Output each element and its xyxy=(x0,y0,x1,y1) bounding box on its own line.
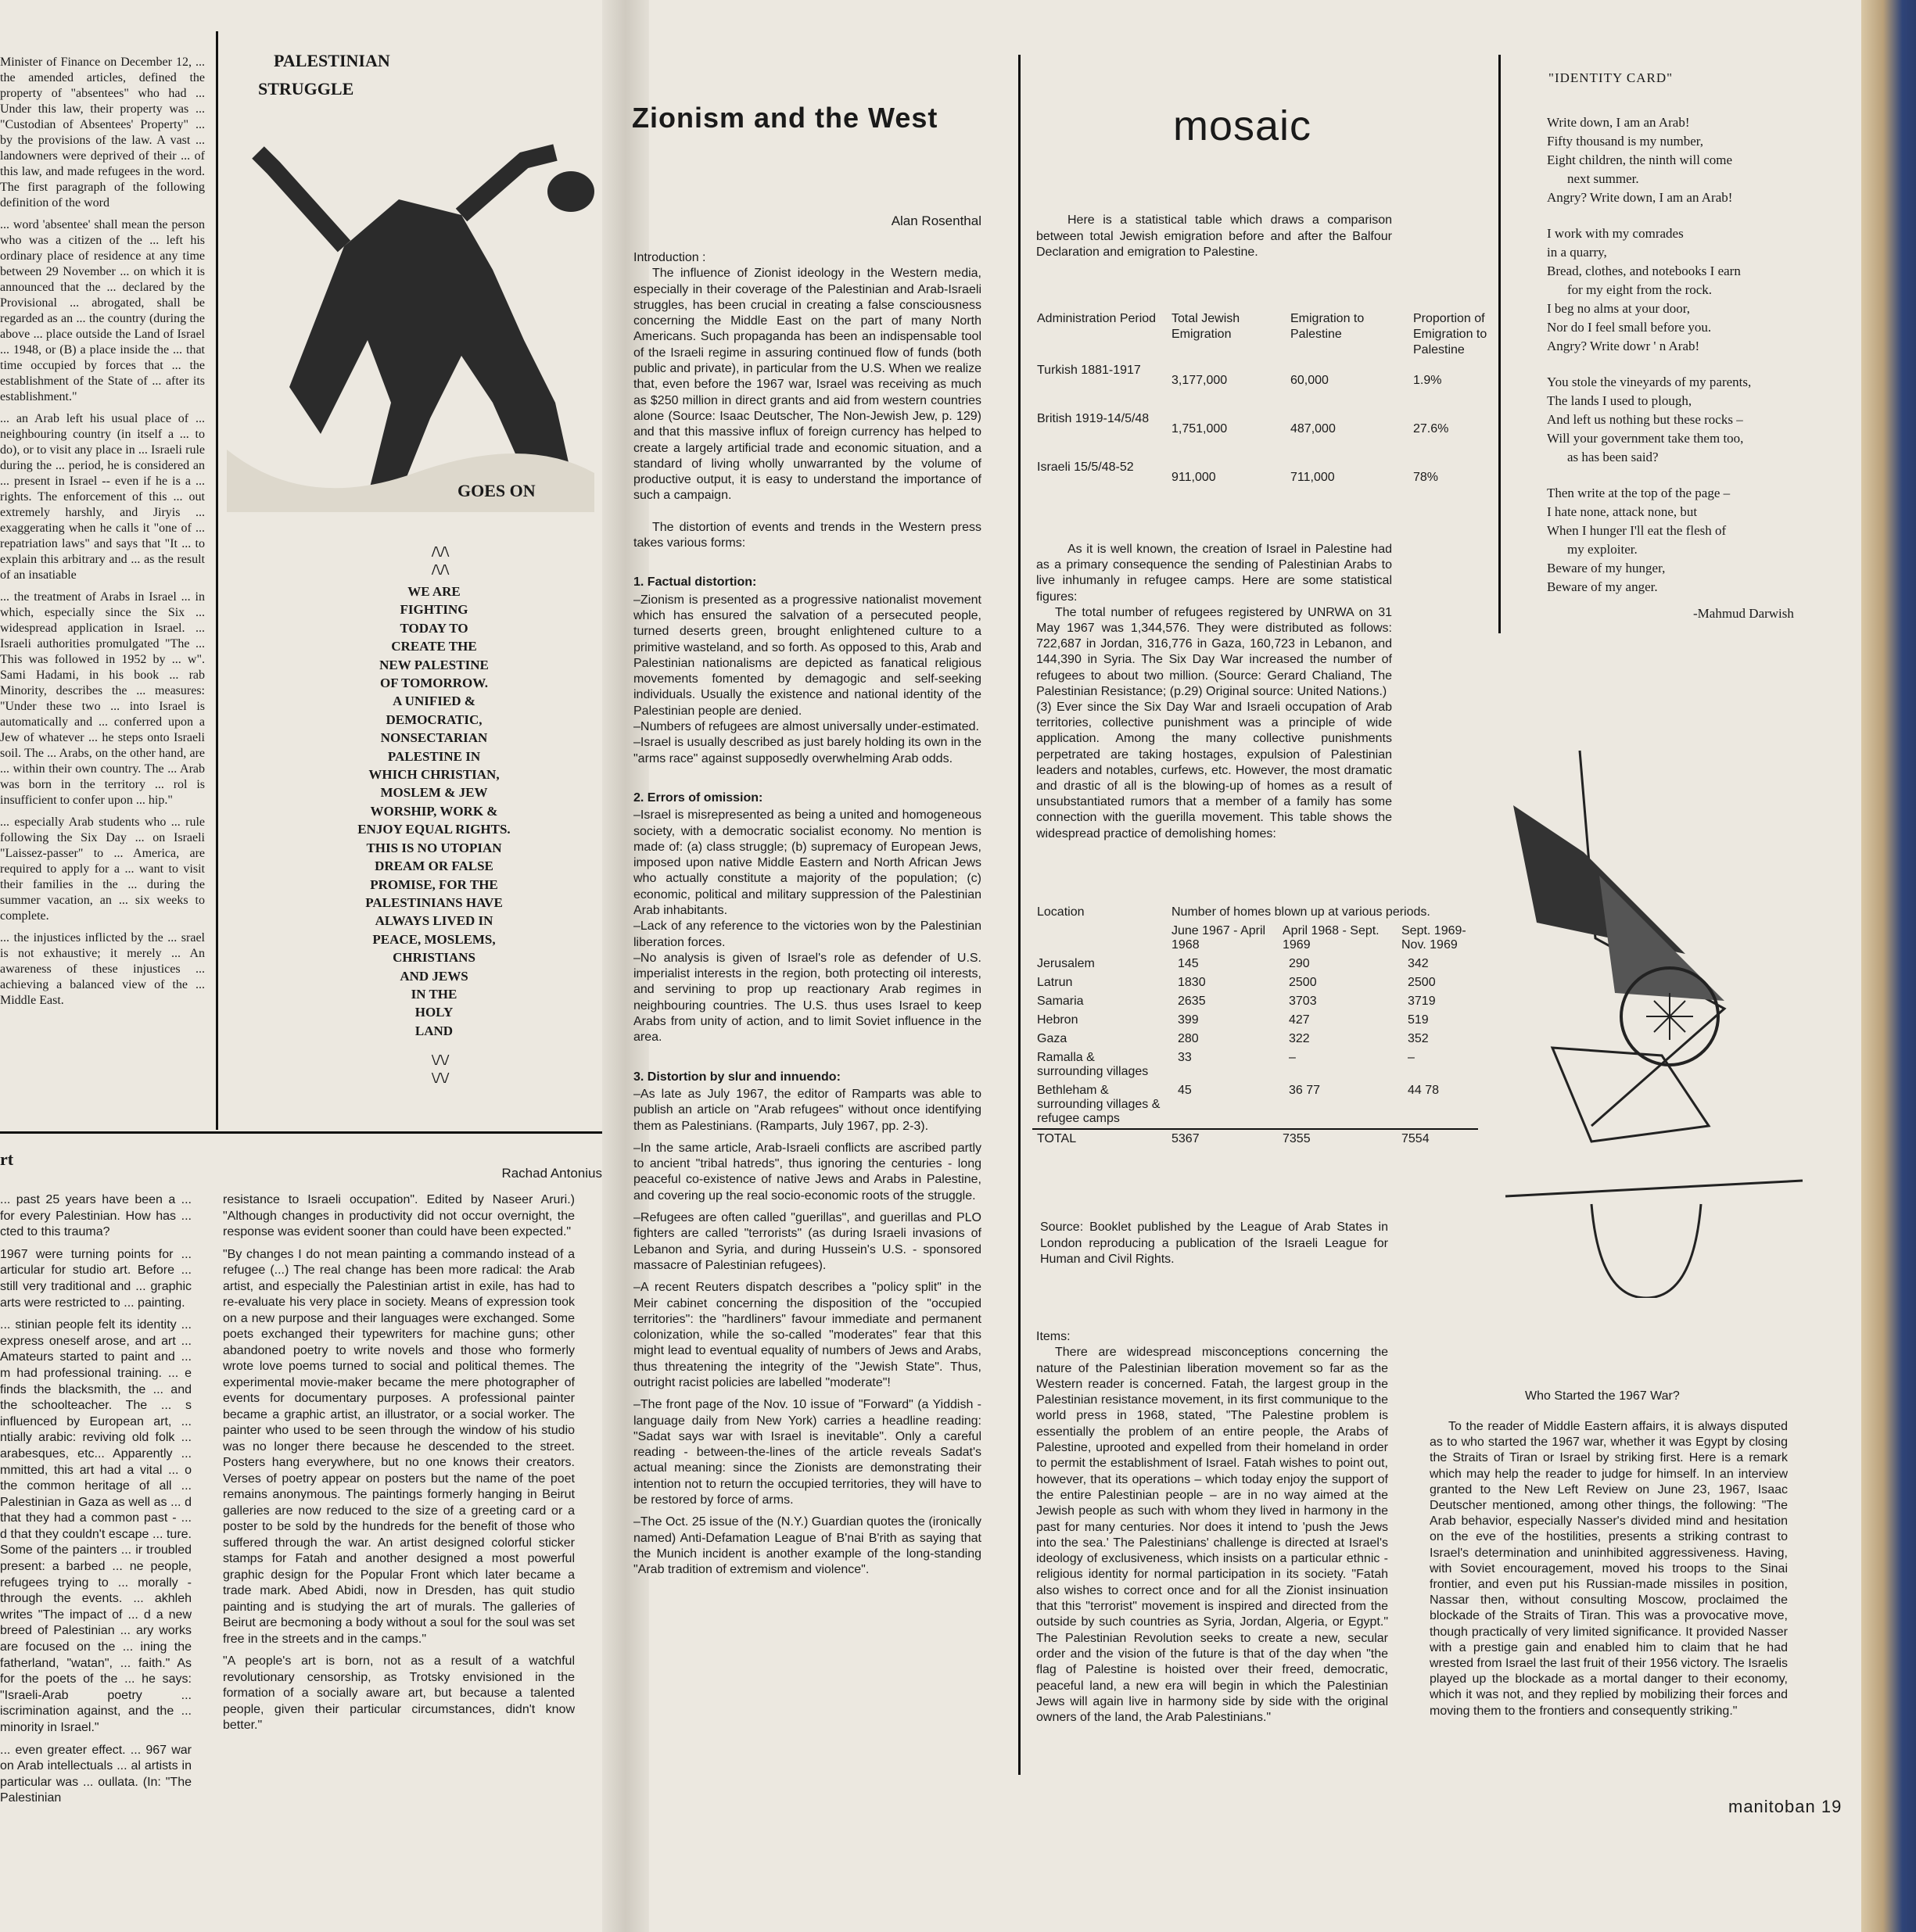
poster-line: MOSLEM & JEW xyxy=(380,785,488,801)
poster-line: THIS IS NO UTOPIAN xyxy=(366,840,502,855)
table-cell: 911,000 xyxy=(1171,471,1216,484)
col-header: Location xyxy=(1037,905,1085,919)
table-cell: Bethleham & surrounding villages & refugee camps xyxy=(1037,1084,1161,1125)
poster-title xyxy=(258,47,390,103)
poster-line: IN THE xyxy=(411,986,457,1002)
paragraph: –The front page of the Nov. 10 issue of "Forward" (a Yiddish - language daily from New York) carries a headline reading: "Sadat says war with Israel is inevitable". Only a careful reading - between-the-lines of the article reveals Sadat's actual meaning: since the Zionists are demonstrating their intention not to return the occupied territories, they will have to be restored by force of arms. xyxy=(633,1398,981,1507)
table-row xyxy=(1032,360,1494,409)
paragraph: "By changes I do not mean painting a commando instead of a refugee (...) The real change has been more radical: the Arab artist, and especially the Palestinian artist in exile, has had to re-evaluate his very place in society. Means of expression took on a new purpose and their languages were exchanged. Some poets exchanged their typewriters for machine guns; other abandoned poetry to write novels and those who formerly wrote love poems turned to social and political themes. The experimental movie-maker became the mere photographer of events for documentary purposes. A professional painter became a graphic artist, an illustrator, or a social worker. The painter who used to be seen through the window of his studio was no longer there because he descended to the street. Posters hang everywhere, but no one knows their creators. Verses of poetry appear on posters but the name of the poet remains anonymous. The paintings formerly hanging in Beirut galleries are now reduced to the size of a greeting card or a poster to be sold by the hundreds for the benefit of those who suffered through the war. An artist designed colorful sticker stamps for Fatah and another designed a most powerful graphic design for the Popular Front which later became a trade mark. Abed Abidi, now in Dresden, has quit studio painting and is studying the art of murals. The galleries of Beirut are becmoning a body without a soul for the soul was set free in the streets and in the camps." xyxy=(223,1247,575,1646)
poem-stanza xyxy=(1547,484,1813,597)
table-cell: Israeli 15/5/48-52 xyxy=(1037,461,1134,474)
paragraph: ... especially Arab students who ... rule following the Six Day ... on Israeli "Laissez-passer" to ... America, are required to apply for a ... want to visit their families in the ... during the summer vacation, an ... six weeks to complete. xyxy=(0,815,205,923)
items-label: Items: xyxy=(1036,1330,1071,1343)
table-cell: 290 xyxy=(1289,957,1310,970)
total-cell: 5367 xyxy=(1171,1132,1200,1145)
table-cell: 1,751,000 xyxy=(1171,422,1228,436)
table-row xyxy=(1032,457,1494,506)
poster-line: A UNIFIED & xyxy=(393,694,475,709)
poem-line: You stole the vineyards of my parents, xyxy=(1547,375,1752,389)
paragraph: –Zionism is presented as a progressive nationalist movement which has ensured the salvation of a persecuted people, turned deserts green, brought enlightened culture to a primitive wasteland, and so forth. As opposed to this, Arab and Palestinian nationalisms are depicted as fanatical religious movements fomented by demagogic and self-seeking individuals. Usually the existence and national identity of the Palestinian people are denied. xyxy=(633,593,981,718)
poem-line: in a quarry, xyxy=(1547,245,1607,260)
table-cell: 2500 xyxy=(1289,976,1317,989)
poster-line: WHICH CHRISTIAN, xyxy=(368,767,500,783)
poster-slogan xyxy=(328,582,540,1040)
poem-line: as has been said? xyxy=(1567,450,1659,464)
table-header-row xyxy=(1032,309,1494,360)
art-col1 xyxy=(0,1192,192,1813)
paragraph: –Lack of any reference to the victories won by the Palestinian liberation forces. xyxy=(633,919,981,949)
table-cell: Hebron xyxy=(1037,1013,1078,1027)
paragraph: As it is well known, the creation of Israel in Palestine had as a primary consequence the sending of Palestinian Arabs to live inhumanly in refugee camps. Here are some statistical figures: xyxy=(1036,543,1392,604)
poem-line: Beware of my hunger, xyxy=(1547,561,1666,575)
poster-line: ENJOY EQUAL RIGHTS. xyxy=(357,822,511,837)
paragraph: –As late as July 1967, the editor of Ramparts was able to publish an article on "Arab refugees" without once identifying them as Palestinians. (Ramparts, July 1967, pp. 2-3). xyxy=(633,1087,981,1133)
paragraph: ... an Arab left his usual place of ... neighbouring country (in itself a ... to do), or to visit any place in ... Israeli rule during the ... period, he is considered an ... present in Israel -- even if he is a ... rights. The enforcement of this ... out extremely harshly, and Jiryis ... exaggerating when he calls it "one of ... repatriation laws" and says that "It ... to explain this arbitrary and ... as the result of an insatiable xyxy=(0,412,205,582)
total-cell: 7554 xyxy=(1401,1132,1430,1145)
poem-line: Nor do I feel small before you. xyxy=(1547,320,1712,335)
zionism-body xyxy=(633,250,981,1585)
table-row xyxy=(1032,973,1478,992)
paragraph: "A people's art is born, not as a result of a watchful revolutionary censorship, as Trotsky envisioned in the formation of a socially aware art, but because a talented people, given their particular circumstances, didn't know better." xyxy=(223,1654,575,1732)
table-cell: 3,177,000 xyxy=(1171,374,1228,387)
homes-source: Source: Booklet published by the League of Arab States in London reproducing a publication of the Israeli League for Human and Civil Rights. xyxy=(1040,1220,1388,1266)
poem-stanza xyxy=(1547,224,1813,356)
table-cell: Ramalla & surrounding villages xyxy=(1037,1051,1149,1078)
table-row xyxy=(1032,1048,1478,1081)
table-cell: 1.9% xyxy=(1413,374,1442,387)
poster-line: AND JEWS xyxy=(400,968,468,984)
paragraph: –Numbers of refugees are almost universally under-estimated. xyxy=(633,720,979,734)
poster-line: HOLY xyxy=(414,1005,454,1020)
poem-author: -Mahmud Darwish xyxy=(1693,606,1794,621)
paragraph: resistance to Israeli occupation". Edited by Naseer Aruri.) "Although changes in productivity did not occur overnight, the response was evident sooner than could have been expected." xyxy=(223,1193,575,1238)
poster-line: NEW PALESTINE xyxy=(379,657,489,672)
intro-label: Introduction : xyxy=(633,251,706,264)
total-cell: 7355 xyxy=(1283,1132,1311,1145)
poem-line: Eight children, the ninth will come xyxy=(1547,152,1733,167)
table-cell: Gaza xyxy=(1037,1032,1067,1045)
poem-line: Then write at the top of the page – xyxy=(1547,486,1731,500)
poem-line: Fifty thousand is my number, xyxy=(1547,134,1704,149)
poster-line: DREAM OR FALSE xyxy=(375,858,493,874)
fighter-illustration xyxy=(227,106,594,512)
paragraph: ... word 'absentee' shall mean the person who was a citizen of the ... left his ordinary place of residence at any time between 29 November ... on which it is announced that the ... declared by the Provisional ... abrogated, shall be regarded as an ... the country (during the above ... place outside the Land of Israel ... 1948, or (B) a place inside the ... that time occupied by forces that ... the establishment of the State of ... after its establishment." xyxy=(0,218,205,403)
poem-line: next summer. xyxy=(1567,171,1639,186)
table-row xyxy=(1032,992,1478,1011)
col-header: Emigration to Palestine xyxy=(1290,312,1365,341)
table-cell: 2635 xyxy=(1178,995,1206,1008)
poem-line: Bread, clothes, and notebooks I earn xyxy=(1547,263,1741,278)
poster-line: PEACE, MOSLEMS, xyxy=(372,931,496,947)
table-cell: 45 xyxy=(1178,1084,1192,1097)
table-cell: 322 xyxy=(1289,1032,1310,1045)
table-cell: 145 xyxy=(1178,957,1199,970)
poster-line: PROMISE, FOR THE xyxy=(370,876,498,892)
poem-line: my exploiter. xyxy=(1567,542,1638,557)
paragraph: There are widespread misconceptions concerning the nature of the Palestinian liberation movement so far as the Western reader is concerned. Fatah, the largest group in the Palestinian resistance movement, in its first communique to the world press in 1968, stated, "The Palestine problem is essentially the problem of an entire people, the Arabs of Palestine, uprooted and expelled from their homeland in order to permit the establishment of Israel. Fatah wishes to point out, however, that its operations – which today enjoy the support of the entire Palestinian people – are in no way aimed at the Jewish people as such with whom they lived in harmony in the past for many centuries. Nor does it intend to 'push the Jews into the sea.' The Palestinians' challenge is directed at Israel's ideology of exclusiveness, which insists on a particular ethnic - religious identity for normal participation in its society. "Fatah also wishes to correct once and for all the Zionist insinuation that this "terrorist" movement is inspired and directed from the outside by such countries as Syria, Jordan, Algeria, or Egypt." The Palestinian Revolution seeks to create a new, secular order and the vision of the future is that of the day when "the flag of Palestine is hoisted over their freed, democratic, peaceful land, a new era will begin in which the Palestinian Jews will again live in harmony side by side with the original owners of the land, the Arab Palestinians." xyxy=(1036,1346,1388,1725)
page-footer: manitoban 19 xyxy=(1728,1797,1842,1816)
poem-line: Beware of my anger. xyxy=(1547,579,1658,594)
column-rule xyxy=(1498,55,1501,633)
table-cell: 342 xyxy=(1408,957,1429,970)
col-header: Total Jewish Emigration xyxy=(1171,312,1240,341)
table-cell: 36 77 xyxy=(1289,1084,1321,1097)
table-row xyxy=(1032,1011,1478,1030)
goes-on-label: GOES ON xyxy=(457,481,536,500)
table-cell: 280 xyxy=(1178,1032,1199,1045)
table-cell: – xyxy=(1408,1051,1415,1064)
homes-table xyxy=(1032,903,1478,1149)
table-total-row xyxy=(1032,1129,1478,1149)
paragraph: (3) Ever since the Six Day War and Israeli occupation of Arab territories, collective punishment was a principle of wide application. Among the many collective punishments perpetrated are taking hostages, expulsion of Palestinian leaders and notables, curfews, etc. However, the most dramatic and drastic of all is the blowing-up of homes as a result of unsubstantiated rumors that a member of a family has some connection with the guerilla movement. This table shows the widespread practice of demolishing homes: xyxy=(1036,701,1392,841)
section-heading: 3. Distortion by slur and innuendo: xyxy=(633,1070,841,1084)
poster-line: NONSECTARIAN xyxy=(380,730,488,746)
poem-line: I beg no alms at your door, xyxy=(1547,301,1690,316)
paragraph: The distortion of events and trends in the Western press takes various forms: xyxy=(633,520,981,550)
table-cell: 427 xyxy=(1289,1013,1310,1027)
poem-line: Angry? Write dowr ' n Arab! xyxy=(1547,339,1700,353)
poster-line: CREATE THE xyxy=(391,639,477,654)
paragraph: –No analysis is given of Israel's role as defender of U.S. imperialist interests in the region, both protecting oil interests, and servining to prop up reactionary Arab regimes in neighbouring countries. The U.S. thus uses Israel to keep Arabs from unity of action, and to limit Soviet influence in the area. xyxy=(633,951,981,1045)
section-heading: 2. Errors of omission: xyxy=(633,790,763,805)
poem-line: And left us nothing but these rocks – xyxy=(1547,412,1743,427)
poster-line: PALESTINE IN xyxy=(387,748,481,764)
paragraph: –Refugees are often called "guerillas", and guerillas and PLO fighters are called "terrorists" (as during Israeli invasions of Lebanon and Syria, and during Hussein's U.S. - sponsored massacre of Palestinian refugees). xyxy=(633,1211,981,1272)
poster-line: LAND xyxy=(414,1023,454,1038)
zionism-author: Alan Rosenthal xyxy=(891,213,981,228)
table-cell: 2500 xyxy=(1408,976,1436,989)
poster-line: PALESTINIANS HAVE xyxy=(365,894,503,910)
poster-title-line: PALESTINIAN xyxy=(274,51,390,70)
table-row xyxy=(1032,1081,1478,1129)
poem-line: When I hunger I'll eat the flesh of xyxy=(1547,523,1727,538)
paragraph: ... even greater effect. ... 967 war on Arab intellectuals ... al artists in particular was ... oullata. (In: "The Palestinian xyxy=(0,1743,192,1805)
zionism-title: Zionism and the West xyxy=(632,102,938,134)
col-header: June 1967 - April 1968 xyxy=(1171,924,1266,952)
table-cell: 60,000 xyxy=(1290,374,1329,387)
section-rule xyxy=(0,1131,602,1134)
poem-line: for my eight from the rock. xyxy=(1567,282,1713,297)
column-rule xyxy=(1018,55,1021,1775)
paragraph: –In the same article, Arab-Israeli conflicts are ascribed partly to ancient "tribal hatreds", thus ignoring the centuries - long peaceful co-existence of native Jews and Arabs in Palestine, and covering up the real socio-economic roots of the struggle. xyxy=(633,1141,981,1203)
table-cell: 27.6% xyxy=(1413,422,1449,436)
poster-line: ALWAYS LIVED IN xyxy=(375,913,493,929)
table-cell: 1830 xyxy=(1178,976,1206,989)
poem-line: I work with my comrades xyxy=(1547,226,1684,241)
identity-card-poem xyxy=(1547,113,1813,614)
poem-line: Will your government take them too, xyxy=(1547,431,1744,446)
paragraph: The influence of Zionist ideology in the Western media, especially in their coverage of the Palestinian and Arab-Israeli struggles, has been crucial in creating a false consciousness concerning the Middle East on the part of many North Americans. Such propaganda has been an indispensable tool of the Israeli regime in assuring continued flow of funds (both public and private), in particular from the U.S. When we realize that, even before the 1967 war, Israel was receiving as much as $250 million in direct grants and aid from western countries alone (Source: Isaac Deutscher, The Non-Jewish Jew, p. 129) and that this massive influx of foreign currency has helped to create a largely artificial trade and economic situation, and a standard of living wholly unwarranted by the volume of productive output, it is easy to understand the importance of such a campaign. xyxy=(633,267,981,503)
poster-mark-bottom: \/\/ \/\/ xyxy=(432,1052,450,1087)
col-header: Number of homes blown up at various periods. xyxy=(1171,905,1430,919)
table-cell: 3719 xyxy=(1408,995,1436,1008)
paragraph: ... the injustices inflicted by the ... srael is not exhaustive; it merely ... An awareness of these injustices ... achieving a balanced view of the ... Middle East. xyxy=(0,931,205,1007)
paragraph: ... stinian people felt its identity ... express oneself arose, and art ... Amateurs started to paint and ... m had professional training. ... e finds the blacksmith, the ... and the schoolteacher. The ... s influenced by European art, ... ntially arabic: reviving old folk ... arabesques, etc... Apparently ... mmitted, this art had a vital ... o the common heritage of all ... Palestinian in Gaza as well as ... d that they had a common past - ... d that they couldn't escape ... ture. Some of the painters ... ir troubled present: a barbed ... ne people, refugees trying to ... morally - through the events. ... akhleh writes "The impact of ... d a new breed of Palestinian ... ary works are focused on the ... ining the fatherland, "watan", ... faith." As for the poets of the ... he says: "Israeli-Arab poetry ... iscrimination against, and the ... minority in Israel." xyxy=(0,1318,192,1734)
table-row xyxy=(1032,1030,1478,1048)
table-cell: British 1919-14/5/48 xyxy=(1037,412,1150,425)
table-cell: 711,000 xyxy=(1290,471,1335,484)
poster xyxy=(227,43,594,1130)
poem-line: I hate none, attack none, but xyxy=(1547,504,1698,519)
poem-title: "IDENTITY CARD" xyxy=(1548,70,1674,85)
table-cell: 487,000 xyxy=(1290,422,1336,436)
table-cell: Turkish 1881-1917 xyxy=(1037,364,1141,377)
paragraph: ... past 25 years have been a ... for every Palestinian. How has ... cted to this trauma? xyxy=(0,1193,192,1239)
paragraph: 1967 were turning points for ... articular for studio art. Before ... still very traditional and ... graphic arts were restricted to ... painting. xyxy=(0,1247,192,1310)
paragraph: The total number of refugees registered by UNRWA on 31 May 1967 was 1,344,576. They were distributed as follows: 722,687 in Jordan, 316,776 in Gaza, 160,723 in Lebanon, and 144,390 in Syria. The Six Day War increased the number of refugees to about two million. (Source: Gerard Chaliand, The Palestinian Resistance; (p.29) Original source: United Nations.) xyxy=(1036,605,1392,698)
poster-line: TODAY TO xyxy=(400,620,468,636)
table-cell: Latrun xyxy=(1037,976,1073,989)
art-col2 xyxy=(223,1192,575,1740)
column-rule xyxy=(216,31,218,1130)
mosaic-intro: Here is a statistical table which draws a comparison between total Jewish emigration before and after the Balfour Declaration and emigration to Palestine. xyxy=(1036,213,1392,259)
spacer-cell xyxy=(1032,922,1167,955)
binding-edge xyxy=(1861,0,1916,1932)
col-header: Proportion of Emigration to Palestine xyxy=(1413,312,1487,357)
col-header: Administration Period xyxy=(1037,312,1157,325)
paragraph: Minister of Finance on December 12, ... the amended articles, defined the property of "absentees" who had ... Under this law, their property was ... "Custodian of Absentees' Property" ... by the provisions of the law. A vast ... landowners were deprived of their ... of this law, and made refugees in the word. The first paragraph of the following definition of the word xyxy=(0,56,205,210)
col-header: Sept. 1969- Nov. 1969 xyxy=(1401,924,1466,952)
table-cell: 78% xyxy=(1413,471,1439,484)
poem-line: Write down, I am an Arab! xyxy=(1547,115,1690,130)
poster-line: WE ARE xyxy=(407,584,461,599)
poem-line: The lands I used to plough, xyxy=(1547,393,1692,408)
absentee-column xyxy=(0,55,205,1015)
poem-line: Angry? Write down, I am an Arab! xyxy=(1547,190,1733,205)
table-cell: Samaria xyxy=(1037,995,1084,1008)
table-row xyxy=(1032,409,1494,457)
poster-line: CHRISTIANS xyxy=(393,950,475,966)
abstract-illustration xyxy=(1490,735,1818,1298)
poem-stanza xyxy=(1547,113,1813,207)
table-cell: 399 xyxy=(1178,1013,1199,1027)
paragraph: –Israel is misrepresented as being a united and homogeneous society, with a democratic socialist economy. No mention is made of: (a) class struggle; (b) supremacy of European Jews, imposed upon native Middle Eastern and North African Jews who actually constitute a majority of the population; (c) economic, political and military suppression of the Palestinian Arab inhabitants. xyxy=(633,808,981,917)
table-cell: 352 xyxy=(1408,1032,1429,1045)
table-cell: 519 xyxy=(1408,1013,1429,1027)
paragraph: –Israel is usually described as just barely holding its own in the "arms race" against supposedly overwhelming Arab odds. xyxy=(633,736,981,765)
items-block xyxy=(1036,1329,1388,1732)
poster-line: OF TOMORROW. xyxy=(380,676,488,691)
art-byline: Rachad Antonius xyxy=(501,1166,602,1181)
section-heading: 1. Factual distortion: xyxy=(633,575,757,590)
table-cell: 33 xyxy=(1178,1051,1192,1064)
table-header-row xyxy=(1032,903,1478,922)
poster-line: DEMOCRATIC, xyxy=(386,712,483,727)
table-cell: Jerusalem xyxy=(1037,957,1095,970)
art-heading: rt xyxy=(0,1149,14,1169)
poster-title-line: STRUGGLE xyxy=(258,79,354,99)
poster-line: FIGHTING xyxy=(400,602,468,618)
poster-mark-top: /\/\ /\/\ xyxy=(432,543,450,579)
poster-line: WORSHIP, WORK & xyxy=(370,803,498,819)
paragraph: –A recent Reuters dispatch describes a "policy split" in the Meir cabinet concerning the disposition of the "occupied territories": the "hardliners" favour immediate and permanent colonization, while the so-called "moderates" fear that this might lead to eventual equality of numbers of Jews and Arabs, thus threatening the integrity of the "Jewish State". Thus, outright racist policies are labelled "moderate"! xyxy=(633,1281,981,1389)
table-cell: – xyxy=(1289,1051,1296,1064)
paragraph: –The Oct. 25 issue of the (N.Y.) Guardian quotes the (ironically named) Anti-Defamation League of B'nai B'rith as saying that the Munich incident is another example of the long-standing "Arab tradition of extremism and violence". xyxy=(633,1515,981,1577)
table-cell: 44 78 xyxy=(1408,1084,1440,1097)
col-header: April 1968 - Sept. 1969 xyxy=(1283,924,1380,952)
table-cell: 3703 xyxy=(1289,995,1317,1008)
emigration-table xyxy=(1032,309,1494,506)
war-title: Who Started the 1967 War? xyxy=(1525,1389,1680,1403)
table-header-row xyxy=(1032,922,1478,955)
total-cell: TOTAL xyxy=(1037,1132,1077,1145)
table-row xyxy=(1032,955,1478,973)
poem-stanza xyxy=(1547,373,1813,467)
mosaic-title: mosaic xyxy=(1173,102,1312,149)
paragraph: ... the treatment of Arabs in Israel ... in which, especially since the Six ... widespread application in Israel. ... Israeli authorities promulgated "The ... This was followed in 1952 by ... w". Sami Hadami, in his book ... rab Minority, describes the ... measures: "Under these two ... into Israel is automatically and ... conferred upon a Jew of whatever ... he steps onto Israeli soil. The ... Arabs, on the other hand, are ... within their own country. The ... Arab was born in the territory ... rol is insufficient to confer upon ... hip." xyxy=(0,590,205,807)
war-text: To the reader of Middle Eastern affairs, it is always disputed as to who started the 1967 war, whether it was Egypt by closing the Straits of Tiran or Israel by striking first. Here is a remark which may help the reader to judge for himself. In an interview granted to the New Left Review on June 23, 1967, Isaac Deutscher mentioned, among other things, the following: "The Arab behavior, especially Nasser's divided mind and hesitation on the eve of the hostilities, presents a striking contrast to Israel's determination and uninhibited aggressiveness. Having, with Soviet encouragement, moved his troops to the Sinai frontier, and even put his Russian-made missiles in position, Nassar then, without consulting Moscow, proclaimed the blockade of the Straits of Tiran. This was a provocative move, though practically of very limited significance. It provided Nasser with a prestige gain and enabled him to claim that he had wrested from Israel the last fruit of their 1956 victory. The Israelis played up the blockade as a mortal danger to their economy, which it was not, and they replied by mobilizing their forces and moving them to the frontiers and consequently striking." xyxy=(1430,1420,1788,1718)
mosaic-text xyxy=(1036,542,1392,848)
